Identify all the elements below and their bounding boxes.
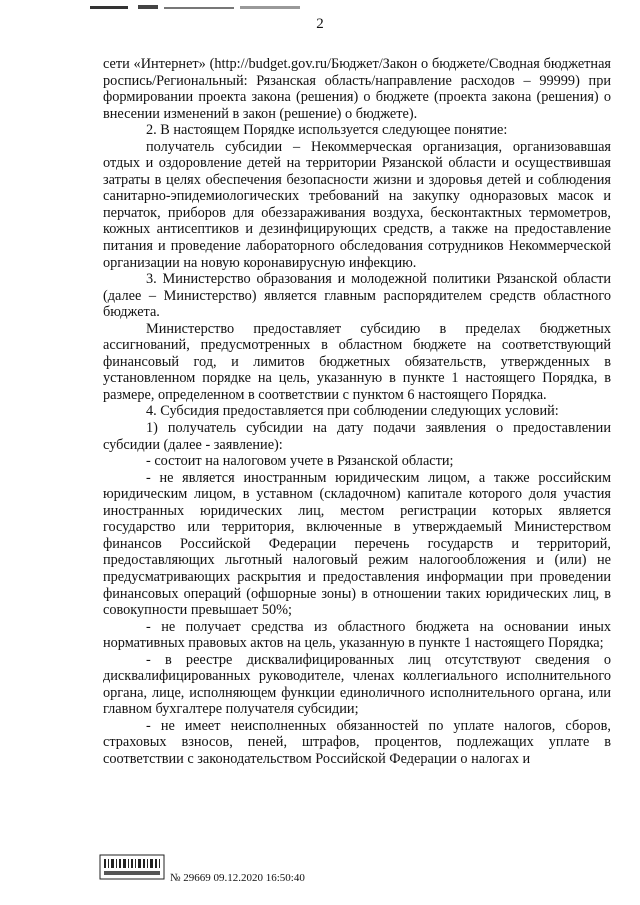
paragraph: Министерство предоставляет субсидию в пределах бюджетных ассигнований, предусмотренных в областном бюджете на соответствующий финансовый год, и лимитов бюджетных обязательств, утвержденных в установленном порядке на цель, указанную в пункте 1 настоящего Порядка, в размере, определенном в соответствии с пунктом 6 настоящего Порядка.	[103, 320, 611, 403]
paragraph: 1) получатель субсидии на дату подачи заявления о предоставлении субсидии (далее - заявление):	[103, 420, 611, 453]
paragraph: - не имеет неисполненных обязанностей по уплате налогов, сборов, страховых взносов, пеней, штрафов, процентов, подлежащих уплате в соответствии с законодательством Российской Федерации о налогах и	[103, 717, 611, 767]
paragraph: - не является иностранным юридическим лицом, а также российским юридическим лицом, в уставном (складочном) капитале которого доля участия иностранных юридических лиц, местом регистрации которых является государство или территория, включенные в утверждаемый Министерством финансов Российской Федерации перечень государств и территорий, предоставляющих льготный налоговый режим налогообложения и (или) не предусматривающих раскрытия и предоставления информации при проведении финансовых операций (офшорные зоны) в отношении таких юридических лиц, в совокупности превышает 50%;	[103, 469, 611, 619]
barcode-stamp-icon	[98, 854, 166, 880]
paragraph: 2. В настоящем Порядке используется следующее понятие:	[146, 122, 508, 139]
scan-artifact-header	[90, 4, 320, 13]
document-body	[103, 56, 611, 768]
paragraph: - в реестре дисквалифицированных лиц отсутствуют сведения о дисквалифицированных руководителе, членах коллегиального исполнительного органа, лице, исполняющем функции единоличного исполнительного органа, или главном бухгалтере получателя субсидии;	[103, 651, 611, 718]
paragraph: - состоит на налоговом учете в Рязанской области;	[146, 453, 454, 470]
paragraph: 3. Министерство образования и молодежной политики Рязанской области (далее – Министерство) является главным распорядителем средств областного бюджета.	[103, 271, 611, 321]
paragraph: получатель субсидии – Некоммерческая организация, организовавшая отдых и оздоровление детей на территории Рязанской области и осуществившая затраты в целях обеспечения безопасности жизни и здоровья детей и соблюдения санитарно-эпидемиологических требований на закупку одноразовых масок и перчаток, приборов для обеззараживания воздуха, бесконтактных термометров, кожных антисептиков и дезинфицирующих средств, а также на предоставление питания и проведение лабораторного обследования сотрудников Некоммерческой организации на новую коронавирусную инфекцию.	[103, 138, 611, 271]
page-number: 2	[316, 16, 324, 32]
paragraph: сети «Интернет» (http://budget.gov.ru/Бюджет/Закон о бюджете/Сводная бюджетная роспись/Региональный: Рязанская область/направление расходов – 99999) при формировании проекта закона (решения) о бюджете (проекта закона (решения) о внесении изменений в закон (решение) о бюджете).	[103, 56, 611, 122]
paragraph: 4. Субсидия предоставляется при соблюдении следующих условий:	[146, 403, 559, 420]
registry-mark: № 29669 09.12.2020 16:50:40	[170, 872, 305, 884]
paragraph: - не получает средства из областного бюджета на основании иных нормативных правовых актов на цель, указанную в пункте 1 настоящего Порядка;	[103, 618, 611, 652]
